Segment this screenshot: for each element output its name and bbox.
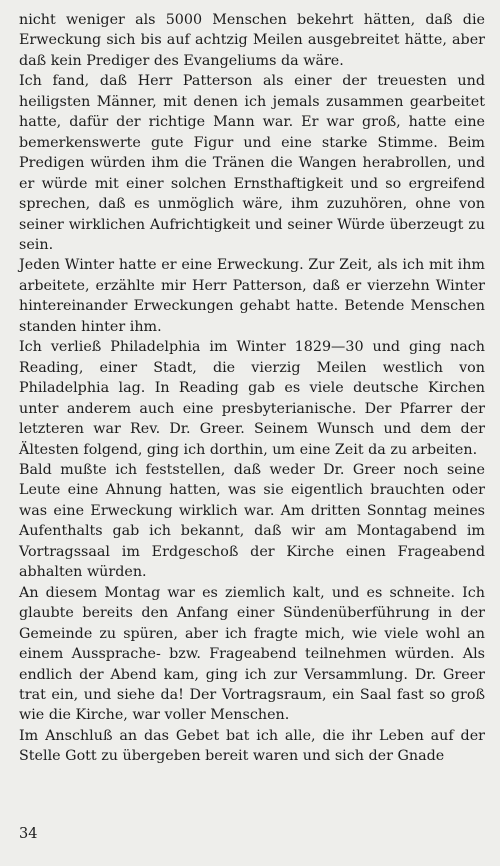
paragraph: Jeden Winter hatte er eine Erweckung. Zur Zeit, als ich mit ihm arbeitete, erzählte mir Herr Patterson, daß er vierzehn Winter hintereinander Erweckungen gehabt hatte. Betende Menschen standen hinter ihm. bbox=[19, 257, 485, 335]
paragraph: Ich fand, daß Herr Patterson als einer der treuesten und heiligsten Männer, mit denen ich jemals zusammen gearbeitet hatte, dafür der richtige Mann war. Er war groß, hatte eine bemerkenswerte gute Figur und eine starke Stimme. Beim Predigen würden ihm die Tränen die Wangen herabrollen, und er würde mit einer solchen Ernsthaftigkeit und so ergreifend sprechen, daß es unmöglich wäre, ihm zuzuhören, ohne von seiner wirklichen Aufrichtigkeit und seiner Würde überzeugt zu sein. bbox=[19, 73, 485, 253]
paragraph: Ich verließ Philadelphia im Winter 1829—30 und ging nach Reading, einer Stadt, die vierzig Meilen westlich von Philadelphia lag. In Reading gab es viele deutsche Kirchen unter anderem auch eine presbyterianische. Der Pfarrer der letzteren war Rev. Dr. Greer. Seinem Wunsch und dem der Ältesten folgend, ging ich dorthin, um eine Zeit da zu arbeiten. bbox=[19, 339, 485, 458]
paragraph: Im Anschluß an das Gebet bat ich alle, die ihr Leben auf der Stelle Gott zu übergeben bereit waren und sich der Gnade bbox=[19, 727, 485, 765]
page-number: 34 bbox=[19, 826, 38, 842]
paragraph: Bald mußte ich feststellen, daß weder Dr. Greer noch seine Leute eine Ahnung hatten, was sie eigentlich brauchten oder was eine Erweckung wirklich war. Am dritten Sonntag meines Aufenthalts gab ich bekannt, daß wir am Montagabend im Vortragssaal im Erdgeschoß der Kirche einen Frageabend abhalten würden. bbox=[19, 461, 485, 581]
body-text bbox=[19, 10, 485, 767]
paragraph: An diesem Montag war es ziemlich kalt, und es schneite. Ich glaubte bereits den Anfang einer Sündenüberführung in der Gemeinde zu spüren, aber ich fragte mich, wie viele wohl an einem Aussprache- bzw. Frageabend teilnehmen würden. Als endlich der Abend kam, ging ich zur Versammlung. Dr. Greer trat ein, und siehe da! Der Vortragsraum, ein Saal fast so groß wie die Kirche, war voller Menschen. bbox=[19, 584, 485, 724]
paragraph: nicht weniger als 5000 Menschen bekehrt hätten, daß die Erweckung sich bis auf achtzig Meilen ausgebreitet hätte, aber daß kein Prediger des Evangeliums da wäre. bbox=[19, 12, 485, 69]
